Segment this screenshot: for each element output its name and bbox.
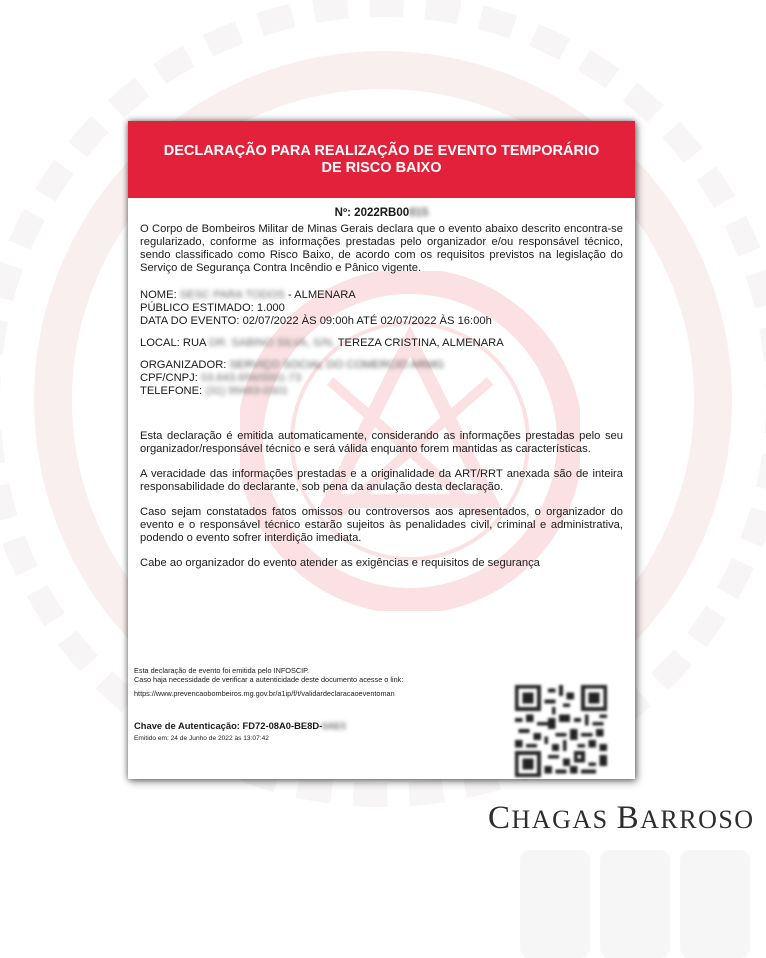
cnpj-redacted: 03.643.656/0001-73 — [200, 372, 302, 384]
location-redacted: DR. SABINO SILVA, S/N, — [209, 337, 335, 349]
document-number: Nº: 2022RB00815 — [334, 207, 429, 219]
field-event-date: DATA DO EVENTO: 02/07/2022 ÀS 09:00h ATÉ 02/07/2022 ÀS 16:00h — [140, 315, 492, 327]
organizer-redacted: SERVIÇO SOCIAL DO COMERCIO ARMG — [229, 359, 444, 371]
field-location: LOCAL: RUA DR. SABINO SILVA, S/N, TEREZA CRISTINA, ALMENARA — [140, 337, 504, 349]
document-header — [128, 121, 635, 198]
paragraph-penalties: Caso sejam constatados fatos omissos ou controversos aos apresentados, o organizador do evento e o responsável técnico estarão sujeitos às penalidades civil, criminal e administrativa, podendo o evento sofrer interdição imediata. — [140, 506, 623, 544]
field-audience: PÚBLICO ESTIMADO: 1.000 — [140, 302, 285, 314]
footer-issuer-note: Esta declaração de evento foi emitida pelo INFOSCIP. — [134, 666, 310, 675]
phone-redacted: (31) 99463-0301 — [205, 385, 289, 397]
paragraph-responsibility: A veracidade das informações prestadas e a originalidade da ART/RRT anexada são de inteira responsabilidade do declarante, sob pena da anulação desta declaração. — [140, 468, 623, 493]
paragraph-validity: Esta declaração é emitida automaticamente, considerando as informações prestadas pelo seu organizador/responsável técnico e será válida enquanto forem mantidas as características. — [140, 430, 623, 455]
qr-code — [515, 685, 607, 777]
authentication-key: Chave de Autenticação: FD72-08A0-BE8D-6AE3 — [134, 720, 346, 731]
title-line-1: DECLARAÇÃO PARA REALIZAÇÃO DE EVENTO TEMPORÁRIO — [163, 142, 600, 159]
name-redacted: SESC PARA TODOS — [179, 289, 285, 301]
auth-redacted: 6AE3 — [322, 720, 346, 731]
declaration-document — [128, 121, 635, 779]
number-redacted: 815 — [409, 207, 429, 219]
field-phone: TELEFONE: (31) 99463-0301 — [140, 385, 289, 397]
footer-verify-note: Caso haja necessidade de verificar a autenticidade deste documento acesse o link: — [134, 675, 404, 684]
field-organizer: ORGANIZADOR: SERVIÇO SOCIAL DO COMERCIO ARMG — [140, 359, 444, 371]
field-name: NOME: SESC PARA TODOS - ALMENARA — [140, 289, 356, 301]
paragraph-requirements: Cabe ao organizador do evento atender as exigências e requisitos de segurança — [140, 557, 540, 569]
verification-link[interactable]: https://www.prevencaobombeiros.mg.gov.br/a1ip/f/t/validardeclaracaoeventoman — [134, 689, 395, 698]
emission-timestamp: Emitido em: 24 de Junho de 2022 às 13:07:42 — [134, 735, 269, 742]
chagas-barroso-logo: CHAGAS BARROSO — [488, 800, 755, 836]
intro-paragraph: O Corpo de Bombeiros Militar de Minas Gerais declara que o evento abaixo descrito encontra-se regularizado, conforme as informações prestadas pelo organizador e/ou responsável técnico, sendo classificado como Risco Baixo, de acordo com os requisitos previstos na legislação do Serviço de Segurança Contra Incêndio e Pânico vigente. — [140, 223, 623, 274]
field-cnpj: CPF/CNPJ: 03.643.656/0001-73 — [140, 372, 302, 384]
title-line-2: DE RISCO BAIXO — [321, 159, 442, 176]
